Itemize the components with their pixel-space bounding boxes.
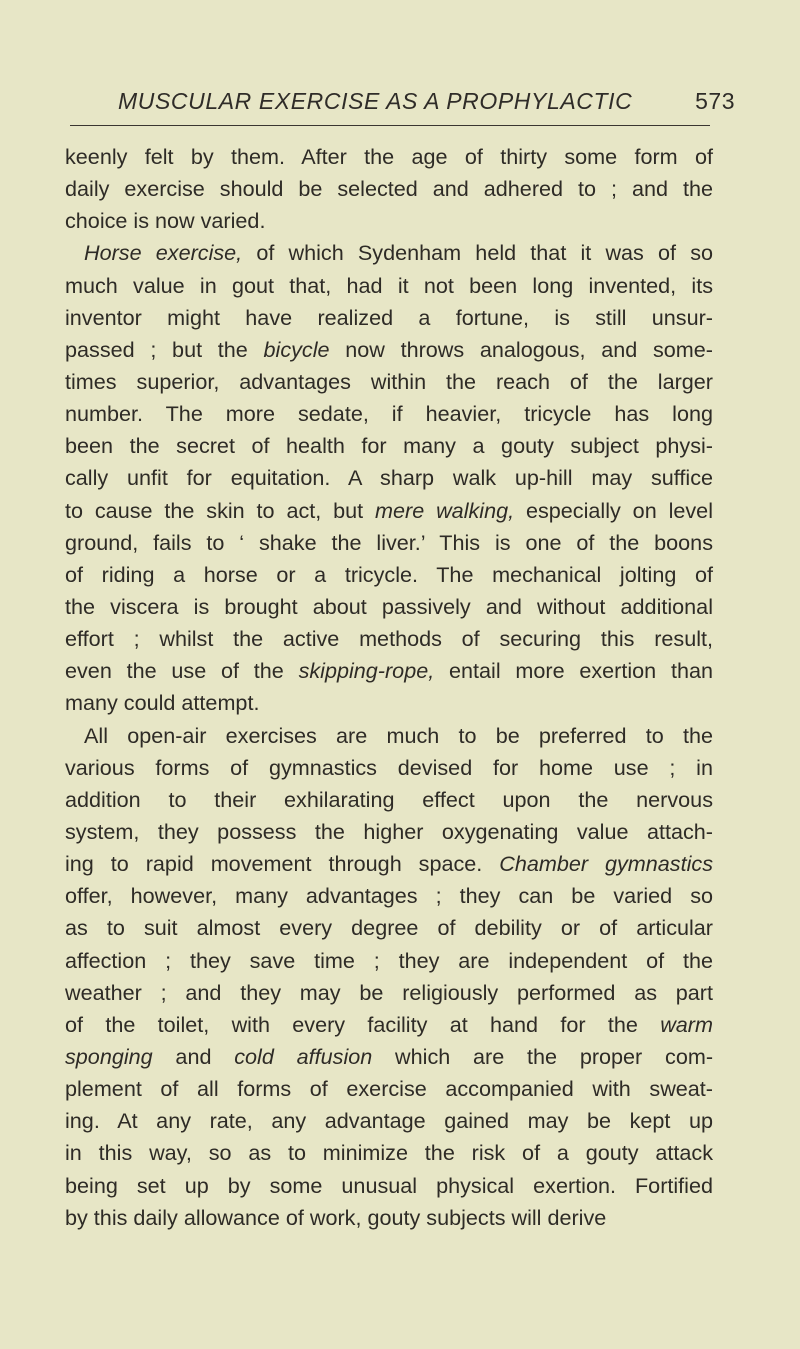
text-line [65, 1202, 713, 1234]
text-line [65, 527, 713, 559]
text-run: affection ; they save time ; they are independent of the [65, 947, 713, 973]
text-run: ing to rapid movement through space. [65, 851, 500, 877]
text-line [65, 1170, 713, 1202]
text-line [65, 1041, 713, 1073]
text-line [65, 205, 713, 237]
italic-term: Chamber gymnastics [499, 851, 713, 877]
text-line [65, 1137, 713, 1169]
text-run: number. The more sedate, if heavier, tricycle has long [65, 401, 713, 427]
header-rule [70, 125, 710, 126]
text-line [65, 430, 713, 462]
text-run: All open-air exercises are much to be preferred to the [84, 722, 713, 748]
text-line [65, 270, 713, 302]
text-run: inventor might have realized a fortune, is still unsur- [65, 304, 713, 330]
text-line [65, 141, 713, 173]
text-run: been the secret of health for many a gouty subject physi- [65, 433, 713, 459]
text-line [65, 237, 713, 269]
text-line [65, 495, 713, 527]
text-line [65, 623, 713, 655]
text-run: ground, fails to ‘ shake the liver.’ This is one of the boons [65, 529, 713, 555]
text-run: passed ; but the [65, 336, 264, 362]
text-run: entail more exertion than [434, 658, 713, 684]
italic-term: Horse exercise, [84, 240, 243, 266]
text-run: now throws analogous, and some- [329, 336, 713, 362]
text-run: ing. At any rate, any advantage gained may be kept up [65, 1108, 713, 1134]
italic-term: sponging [65, 1043, 153, 1069]
text-line [65, 848, 713, 880]
text-run: the viscera is brought about passively and without additional [65, 593, 713, 619]
text-run: and [152, 1043, 235, 1069]
page-number: 573 [695, 88, 735, 114]
text-line [65, 334, 713, 366]
text-line [65, 977, 713, 1009]
text-run: daily exercise should be selected and adhered to ; and the [65, 176, 713, 202]
text-run: weather ; and they may be religiously performed as part [65, 979, 713, 1005]
italic-term: skipping-rope, [298, 658, 435, 684]
text-run: various forms of gymnastics devised for home use ; in [65, 754, 713, 780]
text-line [65, 816, 713, 848]
text-line [65, 591, 713, 623]
running-header [66, 88, 741, 122]
italic-term: bicycle [263, 336, 330, 362]
text-run: of the toilet, with every facility at hand for the [65, 1011, 661, 1037]
text-line [65, 720, 713, 752]
text-line [65, 752, 713, 784]
text-line [65, 173, 713, 205]
text-run: many could attempt. [65, 690, 260, 716]
text-run: which are the proper com- [372, 1043, 714, 1069]
text-run: keenly felt by them. After the age of thirty some form of [65, 144, 713, 169]
text-run: to cause the skin to act, but [65, 497, 376, 523]
italic-term: cold affusion [234, 1043, 373, 1069]
text-run: much value in gout that, had it not been long invented, its [65, 272, 713, 298]
text-line [65, 912, 713, 944]
text-line [65, 1105, 713, 1137]
text-line [65, 398, 713, 430]
text-run: as to suit almost every degree of debility or of articular [65, 915, 713, 941]
text-run: choice is now varied. [65, 208, 266, 234]
text-run: of riding a horse or a tricycle. The mechanical jolting of [65, 561, 713, 587]
text-line [65, 1009, 713, 1041]
text-line [65, 462, 713, 494]
text-run: by this daily allowance of work, gouty subjects will derive [65, 1204, 607, 1230]
body-text [65, 141, 713, 1234]
text-run: of which Sydenham held that it was of so [242, 240, 713, 266]
text-line [65, 687, 713, 719]
italic-term: warm [660, 1011, 713, 1037]
text-run: in this way, so as to minimize the risk of a gouty attack [65, 1140, 713, 1166]
text-line [65, 559, 713, 591]
text-run: addition to their exhilarating effect upon the nervous [65, 786, 713, 812]
running-title: MUSCULAR EXERCISE AS A PROPHYLACTIC [118, 88, 633, 114]
text-run: offer, however, many advantages ; they can be varied so [65, 883, 713, 909]
text-run: being set up by some unusual physical exertion. Fortified [65, 1172, 713, 1198]
text-line [65, 302, 713, 334]
text-line [65, 1073, 713, 1105]
text-run: plement of all forms of exercise accompanied with sweat- [65, 1076, 713, 1102]
italic-term: mere walking, [375, 497, 515, 523]
text-line [65, 880, 713, 912]
text-line [65, 945, 713, 977]
text-run: especially on level [514, 497, 713, 523]
text-run: times superior, advantages within the reach of the larger [65, 368, 713, 394]
text-line [65, 784, 713, 816]
text-line [65, 655, 713, 687]
text-run: effort ; whilst the active methods of securing this result, [65, 626, 713, 652]
text-run: even the use of the [65, 658, 299, 684]
text-run: system, they possess the higher oxygenating value attach- [65, 818, 713, 844]
text-run: cally unfit for equitation. A sharp walk up-hill may suffice [65, 465, 713, 491]
text-line [65, 366, 713, 398]
